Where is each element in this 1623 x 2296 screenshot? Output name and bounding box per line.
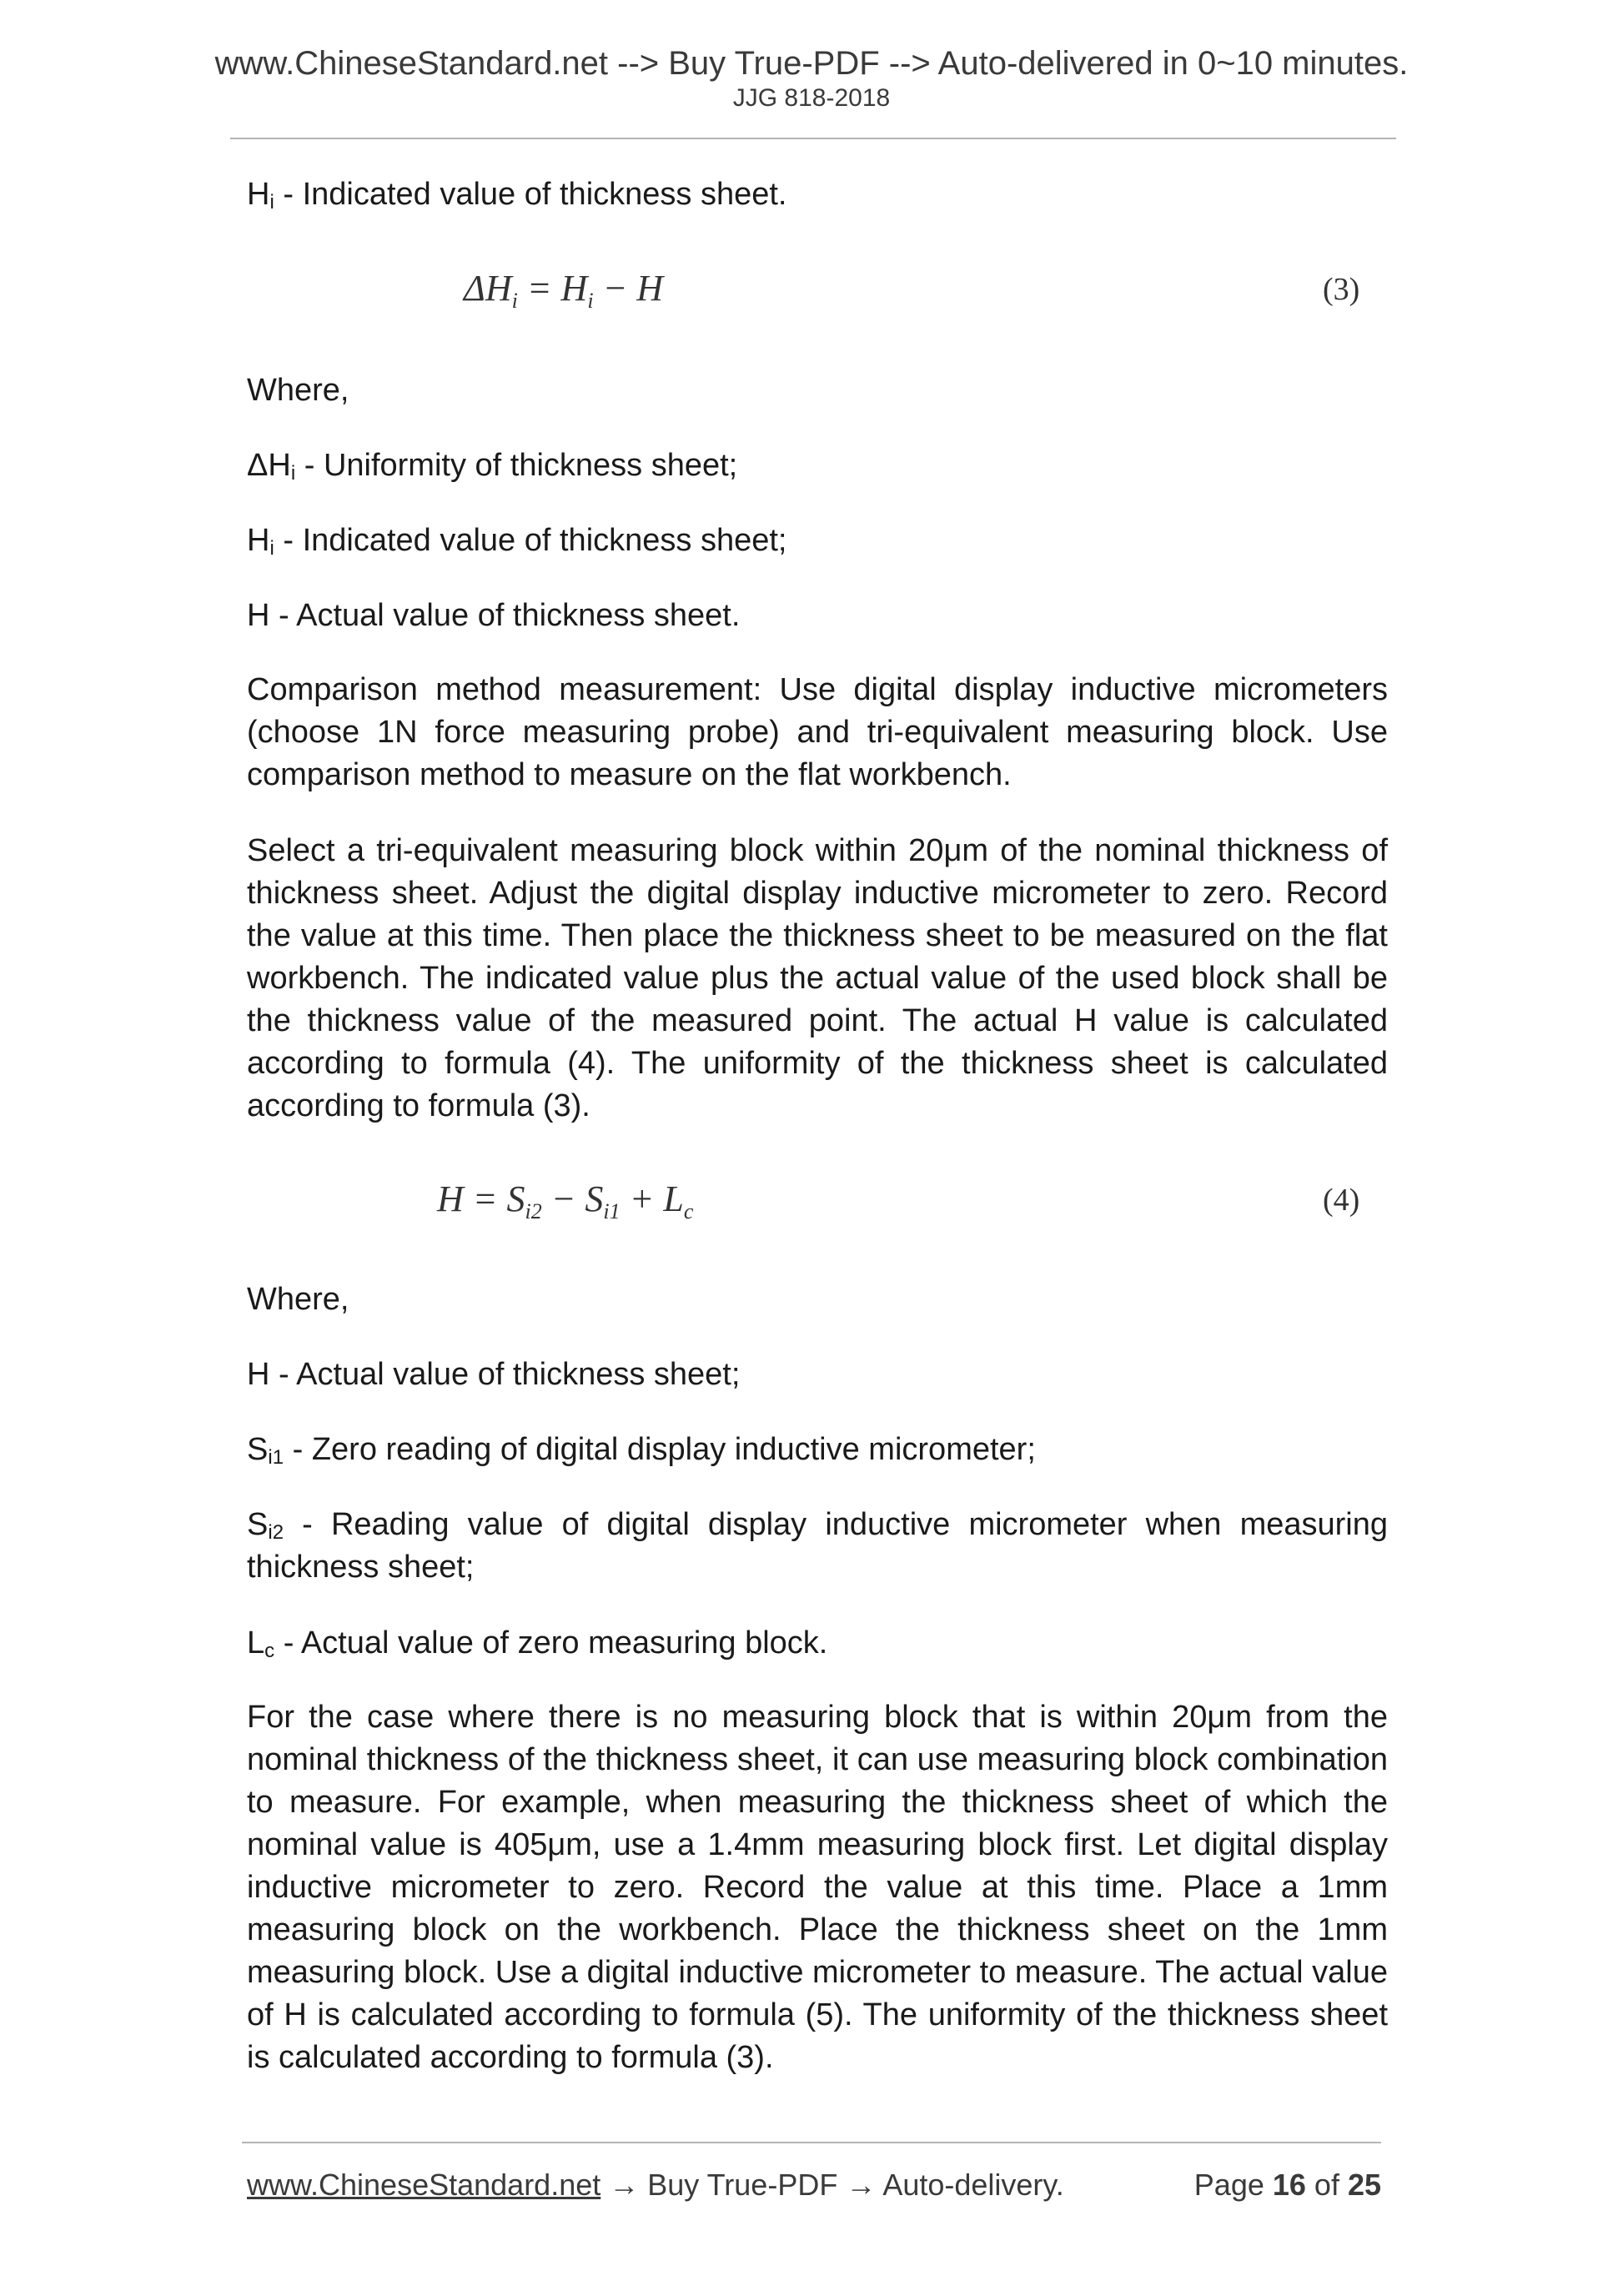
definition-si2: $S_{i2}$ - Reading value of digital display inductive micrometer when measuring thickness sheet; [247, 1507, 1388, 1585]
definition-delta-hi: $\Delta H_i$ - Uniformity of thickness sheet; [247, 448, 738, 485]
paragraph-comparison-method: Comparison method measurement: Use digital display inductive micrometers (choose 1N force measuring probe) and tri-equivalent measuring block. Use comparison method to measure on the flat workbench. [247, 672, 1388, 792]
current-page-number: 16 [1272, 2168, 1306, 2202]
definition-h-actual-1: H - Actual value of thickness sheet. [247, 598, 741, 633]
definition-si1: $S_{i1}$ - Zero reading of digital display inductive micrometer; [247, 1432, 1036, 1469]
header-divider [230, 138, 1396, 139]
where-label-2: Where, [247, 1282, 349, 1317]
formula-4: $H = S_{i2} - S_{i1} + L_c$ [437, 1178, 694, 1223]
page-indicator: Page 16 of 25 [1193, 2168, 1381, 2202]
definition-h-actual-2: H - Actual value of thickness sheet; [247, 1357, 741, 1392]
formula-3: $\Delta H_i = H_i - H$ [464, 268, 664, 313]
total-pages: 25 [1347, 2168, 1381, 2202]
definition-hi: $H_i$ - Indicated value of thickness sheet; [247, 523, 787, 560]
footer-divider [242, 2142, 1381, 2143]
definition-hi-intro: $H_i$ - Indicated value of thickness sheet. [247, 177, 787, 214]
where-label-1: Where, [247, 373, 349, 408]
formula-3-number: (3) [1323, 272, 1360, 307]
footer-site-link[interactable]: www.ChineseStandard.net [247, 2168, 601, 2202]
definition-lc: $L_c$ - Actual value of zero measuring block. [247, 1625, 828, 1662]
footer-link-text[interactable]: www.ChineseStandard.net → Buy True-PDF → Auto-delivery. [247, 2168, 1064, 2202]
formula-4-number: (4) [1323, 1183, 1360, 1218]
standard-number: JJG 818-2018 [732, 84, 891, 112]
paragraph-block-combination: For the case where there is no measuring block that is within 20μm from the nominal thickness of the thickness sheet, it can use measuring block combination to measure. For example, when measuring the thickness sheet of which the nominal value is 405μm, use a 1.4mm measuring block first. Let digital display inductive micrometer to zero. Record the value at this time. Place a 1mm measuring block on the workbench. Place the thickness sheet on the 1mm measuring block. Use a digital inductive micrometer to measure. The actual value of H is calculated according to formula (5). The uniformity of the thickness sheet is calculated according to formula (3). [247, 1700, 1388, 2075]
header-link-text[interactable]: www.ChineseStandard.net --> Buy True-PDF --> Auto-delivered in 0~10 minutes. [214, 45, 1409, 82]
paragraph-select-block: Select a tri-equivalent measuring block within 20μm of the nominal thickness of thickness sheet. Adjust the digital display inductive micrometer to zero. Record the value at this time. Then place the thickness sheet to be measured on the flat workbench. The indicated value plus the actual value of the used block shall be the thickness value of the measured point. The actual H value is calculated according to formula (4). The uniformity of the thickness sheet is calculated according to formula (3). [247, 833, 1388, 1123]
